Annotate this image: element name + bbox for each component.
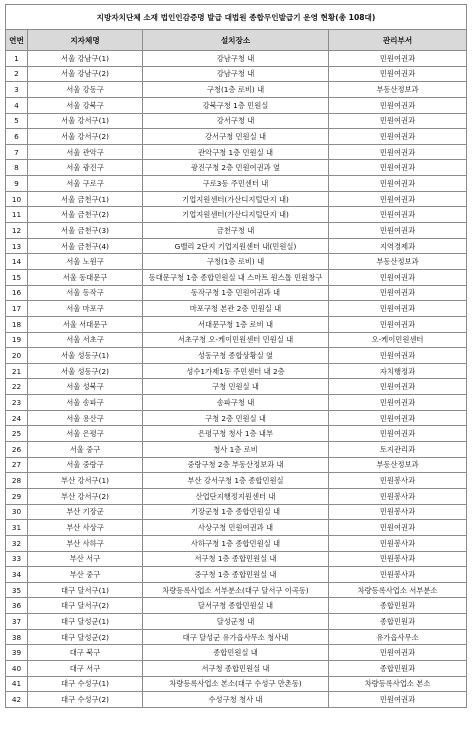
- cell-department: 민원봉사과: [329, 473, 467, 489]
- table-row: [6, 504, 467, 520]
- cell-location: 기업지원센터(가산디지털단지 내): [143, 207, 329, 223]
- cell-serial: 21: [6, 363, 28, 379]
- cell-department: 민원여권과: [329, 113, 467, 129]
- header-serial: 연번: [6, 30, 28, 51]
- table-row: [6, 363, 467, 379]
- table-row: [6, 332, 467, 348]
- table-row: [6, 629, 467, 645]
- cell-municipality: 서울 서초구: [28, 332, 143, 348]
- table-row: [6, 692, 467, 708]
- cell-department: 오-케이민원센터: [329, 332, 467, 348]
- cell-location: 관악구청 1층 민원실 내: [143, 144, 329, 160]
- cell-department: 종합민원과: [329, 660, 467, 676]
- title-row: [6, 5, 467, 30]
- cell-serial: 15: [6, 269, 28, 285]
- cell-department: 민원여권과: [329, 520, 467, 536]
- cell-municipality: 부산 사상구: [28, 520, 143, 536]
- cell-department: 민원여권과: [329, 301, 467, 317]
- cell-location: 마포구청 본관 2층 민원실 내: [143, 301, 329, 317]
- header-department: 관리부서: [329, 30, 467, 51]
- cell-location: 부산 강서구청 1층 종합민원실: [143, 473, 329, 489]
- cell-municipality: 대구 달서구(1): [28, 582, 143, 598]
- cell-municipality: 서울 금천구(3): [28, 223, 143, 239]
- table-row: [6, 442, 467, 458]
- table-row: [6, 426, 467, 442]
- cell-municipality: 서울 성동구(1): [28, 348, 143, 364]
- cell-municipality: 서울 금천구(4): [28, 238, 143, 254]
- cell-serial: 4: [6, 97, 28, 113]
- cell-municipality: 서울 송파구: [28, 395, 143, 411]
- table-row: [6, 160, 467, 176]
- cell-serial: 3: [6, 82, 28, 98]
- cell-serial: 35: [6, 582, 28, 598]
- cell-municipality: 대구 달성군(1): [28, 614, 143, 630]
- cell-municipality: 서울 강서구(2): [28, 129, 143, 145]
- cell-municipality: 대구 달성군(2): [28, 629, 143, 645]
- cell-municipality: 부산 중구: [28, 567, 143, 583]
- cell-municipality: 서울 성북구: [28, 379, 143, 395]
- cell-serial: 31: [6, 520, 28, 536]
- table-body: [6, 51, 467, 708]
- cell-municipality: 대구 북구: [28, 645, 143, 661]
- cell-department: 차량등록사업소 서부분소: [329, 582, 467, 598]
- table-row: [6, 238, 467, 254]
- cell-department: 민원여권과: [329, 379, 467, 395]
- cell-municipality: 서울 노원구: [28, 254, 143, 270]
- cell-location: 강북구청 1층 민원실: [143, 97, 329, 113]
- cell-department: 지역경제과: [329, 238, 467, 254]
- table-row: [6, 645, 467, 661]
- cell-location: 강남구청 내: [143, 66, 329, 82]
- cell-municipality: 서울 강남구(1): [28, 51, 143, 67]
- table-row: [6, 551, 467, 567]
- cell-department: 민원봉사과: [329, 551, 467, 567]
- cell-location: G밸리 2단지 기업지원센터 내(민원실): [143, 238, 329, 254]
- cell-serial: 26: [6, 442, 28, 458]
- table-row: [6, 129, 467, 145]
- cell-serial: 17: [6, 301, 28, 317]
- cell-department: 유가읍사무소: [329, 629, 467, 645]
- table-row: [6, 144, 467, 160]
- cell-serial: 42: [6, 692, 28, 708]
- cell-serial: 29: [6, 488, 28, 504]
- cell-municipality: 서울 용산구: [28, 410, 143, 426]
- cell-location: 대구 달성군 유가읍사무소 청사내: [143, 629, 329, 645]
- cell-serial: 41: [6, 676, 28, 692]
- cell-department: 부동산정보과: [329, 82, 467, 98]
- cell-municipality: 서울 금천구(2): [28, 207, 143, 223]
- cell-department: 토지관리과: [329, 442, 467, 458]
- cell-municipality: 서울 구로구: [28, 176, 143, 192]
- cell-department: 민원여권과: [329, 129, 467, 145]
- cell-municipality: 부산 강서구(2): [28, 488, 143, 504]
- cell-location: 구청 민원실 내: [143, 379, 329, 395]
- table-row: [6, 176, 467, 192]
- cell-department: 민원여권과: [329, 207, 467, 223]
- cell-department: 민원여권과: [329, 410, 467, 426]
- cell-serial: 14: [6, 254, 28, 270]
- cell-municipality: 서울 서대문구: [28, 316, 143, 332]
- cell-municipality: 서울 강북구: [28, 97, 143, 113]
- cell-municipality: 서울 중구: [28, 442, 143, 458]
- cell-serial: 33: [6, 551, 28, 567]
- table-row: [6, 410, 467, 426]
- cell-serial: 7: [6, 144, 28, 160]
- cell-serial: 34: [6, 567, 28, 583]
- cell-serial: 12: [6, 223, 28, 239]
- cell-serial: 1: [6, 51, 28, 67]
- cell-location: 서대문구청 1층 로비 내: [143, 316, 329, 332]
- table-title: 지방자치단체 소재 법인인감증명 발급 대법원 종합무인발급기 운영 현황(총 108대): [6, 5, 467, 30]
- cell-municipality: 부산 사하구: [28, 535, 143, 551]
- table-row: [6, 113, 467, 129]
- cell-serial: 5: [6, 113, 28, 129]
- cell-location: 산업단지행정지원센터 내: [143, 488, 329, 504]
- table-row: [6, 348, 467, 364]
- cell-municipality: 서울 중랑구: [28, 457, 143, 473]
- cell-location: 강서구청 내: [143, 113, 329, 129]
- cell-location: 중랑구청 2층 부동산정보과 내: [143, 457, 329, 473]
- cell-location: 동대문구청 1층 종합민원실 내 스마트 원스톱 민원창구: [143, 269, 329, 285]
- cell-serial: 30: [6, 504, 28, 520]
- cell-location: 구로3동 주민센터 내: [143, 176, 329, 192]
- cell-location: 성수1가제1동 주민센터 내 2층: [143, 363, 329, 379]
- cell-municipality: 부산 기장군: [28, 504, 143, 520]
- cell-municipality: 서울 마포구: [28, 301, 143, 317]
- cell-serial: 9: [6, 176, 28, 192]
- cell-municipality: 부산 서구: [28, 551, 143, 567]
- table-row: [6, 191, 467, 207]
- cell-serial: 22: [6, 379, 28, 395]
- cell-department: 민원여권과: [329, 160, 467, 176]
- status-sheet: [5, 4, 466, 708]
- kiosk-status-table: [5, 4, 467, 708]
- cell-department: 민원봉사과: [329, 535, 467, 551]
- cell-municipality: 서울 동대문구: [28, 269, 143, 285]
- cell-municipality: 서울 은평구: [28, 426, 143, 442]
- cell-serial: 36: [6, 598, 28, 614]
- table-row: [6, 316, 467, 332]
- cell-location: 달성군청 내: [143, 614, 329, 630]
- table-row: [6, 660, 467, 676]
- cell-location: 사상구청 민원여권과 내: [143, 520, 329, 536]
- table-row: [6, 395, 467, 411]
- cell-municipality: 대구 수성구(2): [28, 692, 143, 708]
- cell-serial: 13: [6, 238, 28, 254]
- cell-location: 기업지원센터(가산디지털단지 내): [143, 191, 329, 207]
- table-row: [6, 473, 467, 489]
- cell-municipality: 부산 강서구(1): [28, 473, 143, 489]
- cell-department: 민원여권과: [329, 51, 467, 67]
- cell-department: 민원여권과: [329, 269, 467, 285]
- cell-location: 차량등록사업소 본소(대구 수성구 만촌동): [143, 676, 329, 692]
- cell-municipality: 서울 광진구: [28, 160, 143, 176]
- table-row: [6, 269, 467, 285]
- header-location: 설치장소: [143, 30, 329, 51]
- cell-location: 기장군청 1층 종합민원실 내: [143, 504, 329, 520]
- table-row: [6, 598, 467, 614]
- table-row: [6, 379, 467, 395]
- cell-location: 달서구청 종합민원실 내: [143, 598, 329, 614]
- table-row: [6, 97, 467, 113]
- table-row: [6, 676, 467, 692]
- cell-serial: 16: [6, 285, 28, 301]
- cell-location: 송파구청 내: [143, 395, 329, 411]
- cell-location: 차량등록사업소 서부분소(대구 달서구 이곡동): [143, 582, 329, 598]
- cell-location: 서구청 종합민원실 내: [143, 660, 329, 676]
- cell-serial: 23: [6, 395, 28, 411]
- cell-department: 종합민원과: [329, 598, 467, 614]
- table-row: [6, 254, 467, 270]
- table-row: [6, 535, 467, 551]
- cell-location: 강남구청 내: [143, 51, 329, 67]
- cell-department: 민원여권과: [329, 97, 467, 113]
- cell-serial: 25: [6, 426, 28, 442]
- cell-location: 구청 2층 민원실 내: [143, 410, 329, 426]
- cell-department: 차량등록사업소 본소: [329, 676, 467, 692]
- table-row: [6, 207, 467, 223]
- cell-department: 민원여권과: [329, 348, 467, 364]
- cell-municipality: 대구 서구: [28, 660, 143, 676]
- table-row: [6, 582, 467, 598]
- header-municipality: 지자체명: [28, 30, 143, 51]
- cell-department: 민원여권과: [329, 316, 467, 332]
- table-row: [6, 301, 467, 317]
- cell-municipality: 대구 달서구(2): [28, 598, 143, 614]
- cell-serial: 24: [6, 410, 28, 426]
- cell-serial: 37: [6, 614, 28, 630]
- cell-department: 민원여권과: [329, 426, 467, 442]
- table-row: [6, 457, 467, 473]
- cell-location: 금천구청 내: [143, 223, 329, 239]
- cell-department: 자치행정과: [329, 363, 467, 379]
- table-row: [6, 66, 467, 82]
- cell-department: 부동산정보과: [329, 254, 467, 270]
- cell-municipality: 서울 동작구: [28, 285, 143, 301]
- cell-serial: 8: [6, 160, 28, 176]
- cell-serial: 27: [6, 457, 28, 473]
- cell-serial: 40: [6, 660, 28, 676]
- cell-department: 민원봉사과: [329, 567, 467, 583]
- cell-location: 동작구청 1층 민원여권과 내: [143, 285, 329, 301]
- cell-serial: 28: [6, 473, 28, 489]
- cell-department: 민원여권과: [329, 285, 467, 301]
- cell-location: 서구청 1층 종합민원실 내: [143, 551, 329, 567]
- cell-department: 민원여권과: [329, 144, 467, 160]
- cell-department: 민원여권과: [329, 176, 467, 192]
- cell-serial: 18: [6, 316, 28, 332]
- cell-serial: 11: [6, 207, 28, 223]
- cell-municipality: 서울 금천구(1): [28, 191, 143, 207]
- cell-location: 중구청 1층 종합민원실 내: [143, 567, 329, 583]
- cell-location: 청사 1층 로비: [143, 442, 329, 458]
- cell-municipality: 서울 관악구: [28, 144, 143, 160]
- cell-municipality: 서울 강서구(1): [28, 113, 143, 129]
- table-row: [6, 567, 467, 583]
- header-row: [6, 30, 467, 51]
- cell-department: 민원여권과: [329, 692, 467, 708]
- cell-serial: 10: [6, 191, 28, 207]
- cell-serial: 39: [6, 645, 28, 661]
- cell-location: 수성구청 청사 내: [143, 692, 329, 708]
- table-row: [6, 614, 467, 630]
- cell-department: 종합민원과: [329, 614, 467, 630]
- table-row: [6, 223, 467, 239]
- cell-department: 민원여권과: [329, 395, 467, 411]
- cell-location: 성동구청 종합상황실 옆: [143, 348, 329, 364]
- cell-serial: 2: [6, 66, 28, 82]
- cell-location: 사하구청 1층 종합민원실 내: [143, 535, 329, 551]
- cell-serial: 6: [6, 129, 28, 145]
- cell-department: 민원봉사과: [329, 488, 467, 504]
- cell-location: 강서구청 민원실 내: [143, 129, 329, 145]
- cell-department: 민원여권과: [329, 191, 467, 207]
- table-row: [6, 82, 467, 98]
- cell-location: 서초구청 오-케이민원센터 민원실 내: [143, 332, 329, 348]
- cell-department: 부동산정보과: [329, 457, 467, 473]
- table-row: [6, 520, 467, 536]
- cell-department: 민원여권과: [329, 645, 467, 661]
- cell-location: 은평구청 청사 1층 내부: [143, 426, 329, 442]
- cell-municipality: 서울 성동구(2): [28, 363, 143, 379]
- cell-location: 구청(1층 로비) 내: [143, 254, 329, 270]
- table-row: [6, 285, 467, 301]
- table-row: [6, 488, 467, 504]
- cell-location: 광진구청 2층 민원여권과 옆: [143, 160, 329, 176]
- cell-serial: 19: [6, 332, 28, 348]
- table-row: [6, 51, 467, 67]
- cell-serial: 38: [6, 629, 28, 645]
- cell-serial: 20: [6, 348, 28, 364]
- cell-municipality: 서울 강동구: [28, 82, 143, 98]
- cell-department: 민원여권과: [329, 66, 467, 82]
- cell-municipality: 서울 강남구(2): [28, 66, 143, 82]
- cell-location: 구청(1층 로비) 내: [143, 82, 329, 98]
- cell-department: 민원봉사과: [329, 504, 467, 520]
- cell-location: 종합민원실 내: [143, 645, 329, 661]
- cell-department: 민원여권과: [329, 223, 467, 239]
- cell-municipality: 대구 수성구(1): [28, 676, 143, 692]
- cell-serial: 32: [6, 535, 28, 551]
